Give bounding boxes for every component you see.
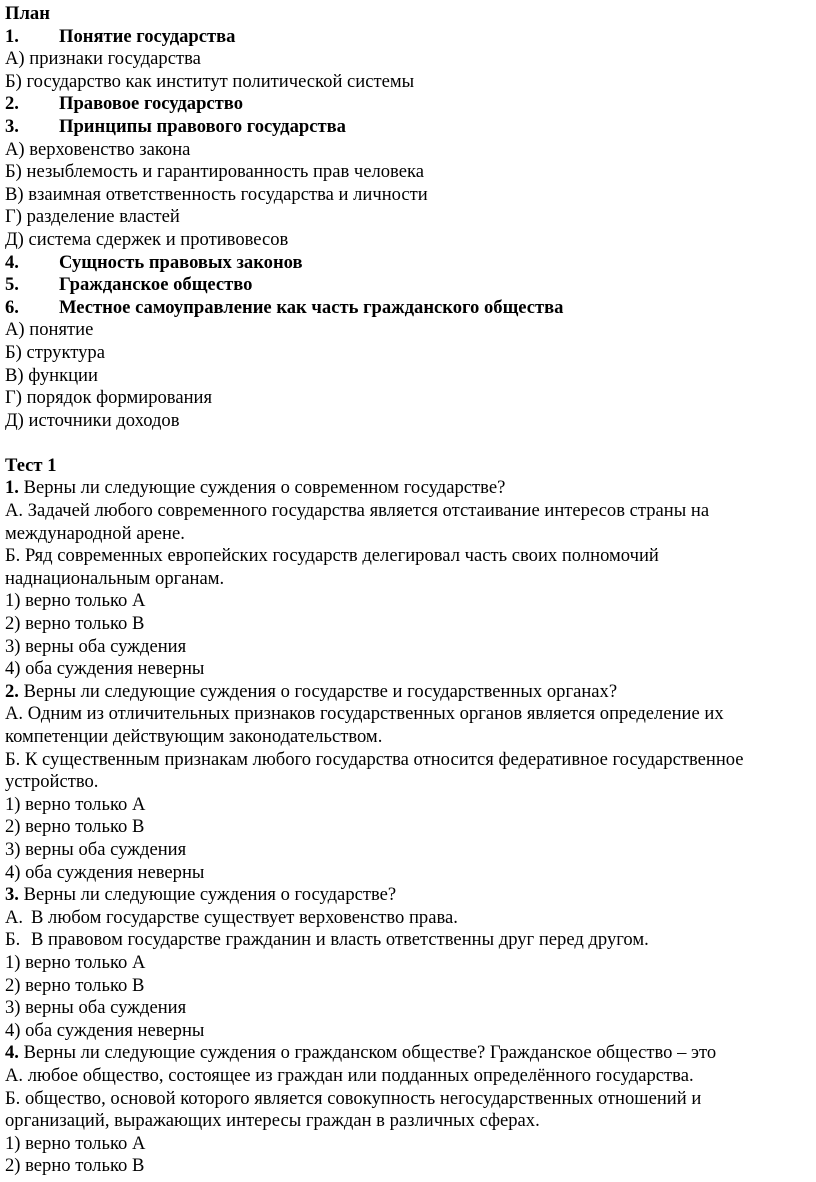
statement-a-cont: компетенции действующим законодательством.	[5, 726, 383, 747]
answer-option: 2) верно только В	[5, 816, 145, 838]
plan-item-text: Сущность правовых законов	[59, 251, 303, 273]
statement-b-cont: устройство.	[5, 771, 99, 793]
statement-a-cont: международной арене.	[5, 522, 185, 544]
statement-text: В любом государстве существует верховенство права.	[31, 906, 458, 928]
answer-option: 2) верно только В	[5, 1155, 145, 1177]
plan-subitem: Г) порядок формирования	[5, 387, 213, 409]
section-spacer	[5, 432, 816, 455]
plan-item-number: 5.	[5, 274, 19, 296]
plan-subitem: Г) разделение властей	[5, 206, 180, 228]
plan-subitem: А) понятие	[5, 319, 94, 341]
answer-option: 2) верно только В	[5, 613, 145, 635]
question-number: 1.	[5, 477, 19, 499]
statement-a: А. любое общество, состоящее из граждан или подданных определённого государства.	[5, 1064, 694, 1086]
plan-subitem: Б) незыблемость и гарантированность прав человека	[5, 161, 424, 183]
answer-option: 3) верны оба суждения	[5, 635, 187, 657]
answer-option: 4) оба суждения неверны	[5, 861, 205, 883]
plan-item	[5, 116, 816, 139]
statement-label: А.	[5, 906, 24, 928]
plan-item-text: Гражданское общество	[59, 274, 253, 296]
question	[5, 477, 816, 500]
plan-item-number: 2.	[5, 93, 19, 115]
question-number: 2.	[5, 680, 19, 702]
plan-item	[5, 274, 816, 297]
answer-option: 1) верно только А	[5, 793, 146, 815]
question-number: 4.	[5, 1042, 19, 1064]
question-number: 3.	[5, 884, 19, 906]
statement-b-cont: организаций, выражающих интересы граждан в различных сферах.	[5, 1110, 540, 1132]
question	[5, 681, 816, 704]
statement-a	[5, 907, 816, 930]
statement-b-cont: наднациональным органам.	[5, 567, 225, 589]
statement-b	[5, 929, 816, 952]
question-text: Верны ли следующие суждения о государстве?	[18, 884, 397, 906]
plan-subitem: А) верховенство закона	[5, 138, 191, 160]
question	[5, 884, 816, 907]
answer-option: 4) оба суждения неверны	[5, 658, 205, 680]
plan-title: План	[5, 3, 50, 24]
question-text: Верны ли следующие суждения о государстве и государственных органах?	[18, 680, 618, 702]
plan-item-number: 1.	[5, 25, 19, 47]
plan-subitem: Б) структура	[5, 341, 105, 363]
answer-option: 1) верно только А	[5, 590, 146, 612]
answer-option: 1) верно только А	[5, 1132, 146, 1154]
question	[5, 1042, 816, 1065]
answer-option: 3) верны оба суждения	[5, 997, 187, 1019]
plan-item-text: Местное самоуправление как часть гражданского общества	[59, 296, 564, 318]
statement-b: Б. общество, основой которого является совокупность негосударственных отношений и	[5, 1087, 702, 1109]
answer-option: 3) верны оба суждения	[5, 838, 187, 860]
plan-subitem: В) функции	[5, 364, 98, 386]
statement-b: Б. Ряд современных европейских государств делегировал часть своих полномочий	[5, 545, 659, 567]
plan-subitem: А) признаки государства	[5, 48, 201, 70]
plan-subitem: Д) источники доходов	[5, 409, 180, 431]
statement-a: А. Задачей любого современного государства является отстаивание интересов страны на	[5, 500, 710, 522]
question-text: Верны ли следующие суждения о современном государстве?	[18, 477, 506, 499]
statement-b: Б. К существенным признакам любого государства относится федеративное государственное	[5, 748, 744, 770]
plan-item	[5, 297, 816, 320]
plan-item-number: 4.	[5, 251, 19, 273]
plan-item	[5, 26, 816, 49]
answer-option: 2) верно только В	[5, 974, 145, 996]
plan-subitem: Б) государство как институт политической системы	[5, 70, 415, 92]
plan-item-text: Понятие государства	[59, 25, 236, 47]
plan-item-number: 6.	[5, 296, 19, 318]
plan-item-number: 3.	[5, 115, 19, 137]
plan-subitem: Д) система сдержек и противовесов	[5, 228, 289, 250]
plan-item	[5, 93, 816, 116]
plan-item-text: Правовое государство	[59, 93, 244, 115]
plan-item-text: Принципы правового государства	[59, 115, 346, 137]
question-text: Верны ли следующие суждения о гражданском обществе? Гражданское общество – это	[18, 1042, 717, 1064]
plan-subitem: В) взаимная ответственность государства и личности	[5, 183, 428, 205]
answer-option: 4) оба суждения неверны	[5, 1019, 205, 1041]
test-title: Тест 1	[5, 454, 57, 476]
plan-item	[5, 252, 816, 275]
statement-a: А. Одним из отличительных признаков государственных органов является определение их	[5, 703, 724, 725]
statement-text: В правовом государстве гражданин и власть ответственны друг перед другом.	[31, 929, 649, 951]
answer-option: 1) верно только А	[5, 951, 146, 973]
statement-label: Б.	[5, 929, 21, 951]
